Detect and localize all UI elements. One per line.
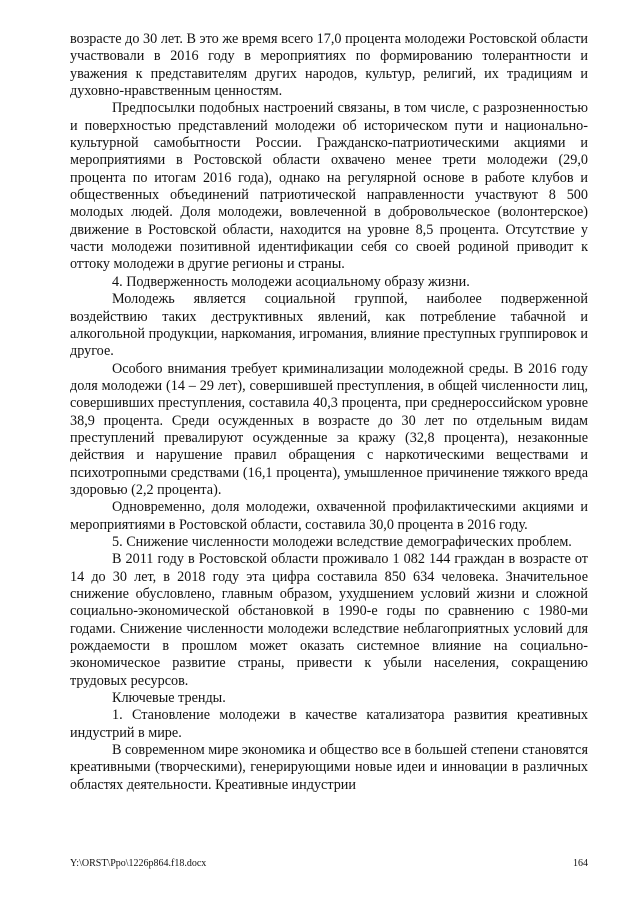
paragraph-7: В современном мире экономика и общество все в большей степени становятся креативными (творческими), генерирующими новые идеи и инновации в различных областях деятельности. Креативные индустрии <box>70 742 588 793</box>
paragraph-4: Особого внимания требует криминализации молодежной среды. В 2016 году доля молодежи (14 – 29 лет), совершившей преступления, в общей численности лиц, совершивших преступления, составила 40,3 процента, при среднероссийском уровне 38,9 процента. Среди осужденных в возрасте до 30 лет по отдельным видам преступлений превалируют осужденные за кражу (32,8 процента), незаконные действия и нарушение правил обращения с наркотическими веществами и психотропными средствами (16,1 процента), умышленное причинение тяжкого вреда здоровью (2,2 процента). <box>70 360 588 498</box>
paragraph-5: Одновременно, доля молодежи, охваченной профилактическими акциями и мероприятиями в Ростовской области, составила 30,0 процента в 2016 году. <box>70 499 588 533</box>
footer-page-number: 164 <box>573 858 588 869</box>
section-heading-4: 4. Подверженность молодежи асоциальному образу жизни. <box>112 273 470 290</box>
page-footer <box>70 858 588 869</box>
footer-file-path: Y:\ORST\Ppo\1226p864.f18.docx <box>70 858 207 869</box>
paragraph-6: В 2011 году в Ростовской области проживало 1 082 144 граждан в возрасте от 14 до 30 лет, в 2018 году эта цифра составила 850 634 человека. Значительное снижение обусловлено, главным образом, ухудшением условий жизни и сложной социально-экономической обстановкой в 1990-е годы по сравнению с 1980-ми годами. Снижение численности молодежи вследствие неблагоприятных условий для рождаемости в прошлом может оказать системное влияние на социально-экономическое развитие страны, привести к убыли населения, сокращению трудовых ресурсов. <box>70 551 588 689</box>
trend-heading-1: 1. Становление молодежи в качестве катализатора развития креативных индустрий в мире. <box>70 707 588 741</box>
paragraph-3: Молодежь является социальной группой, наиболее подверженной воздействию таких деструктивных явлений, как потребление табачной и алкогольной продукции, наркомания, игромания, влияние преступных группировок и другое. <box>70 291 588 360</box>
section-heading-5: 5. Снижение численности молодежи вследствие демографических проблем. <box>112 533 572 550</box>
document-body <box>70 31 588 794</box>
key-trends-heading: Ключевые тренды. <box>112 690 226 707</box>
paragraph-1: возрасте до 30 лет. В это же время всего 17,0 процента молодежи Ростовской области участвовали в 2016 году в мероприятиях по формированию толерантности и уважения к представителям других народов, культур, религий, их традициям и духовно-нравственным ценностям. <box>70 31 588 100</box>
paragraph-2: Предпосылки подобных настроений связаны, в том числе, с разрозненностью и поверхностью представлений молодежи об историческом пути и национально-культурной самобытности России. Гражданско-патриотическими акциями и мероприятиями в Ростовской области охвачено менее трети молодежи (29,0 процента по итогам 2016 года), однако на регулярной основе в работе клубов и общественных объединений патриотической направленности участвуют 8 500 молодых людей. Доля молодежи, вовлеченной в добровольческое (волонтерское) движение в Ростовской области, находится на уровне 8,5 процента. Отсутствие у части молодежи позитивной идентификации себя со своей родиной приводит к оттоку молодежи в другие регионы и страны. <box>70 100 588 273</box>
